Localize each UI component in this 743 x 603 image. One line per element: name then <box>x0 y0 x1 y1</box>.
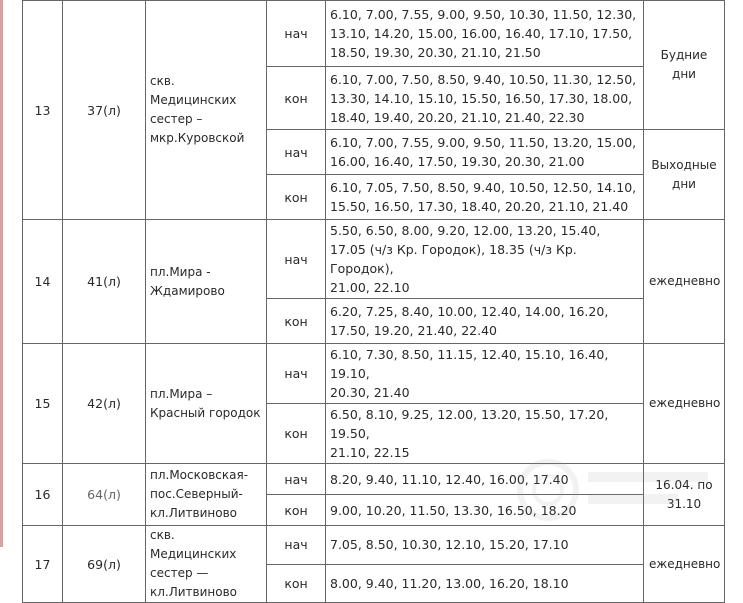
route-code-cell: 42(л) <box>63 344 146 464</box>
path-line: скв. Медицинских <box>150 528 237 561</box>
path-line: Красный городок <box>150 405 261 420</box>
days-line: ежедневно <box>649 556 721 571</box>
days-line: 16.04. по <box>655 477 713 492</box>
times-line: 17.50, 19.20, 21.40, 22.40 <box>330 323 497 338</box>
times-line: 6.20, 7.25, 8.40, 10.00, 12.40, 14.00, 16.20, <box>330 304 609 319</box>
times-line: 18.40, 19.40, 20.20, 21.10, 21.40, 22.30 <box>330 109 585 125</box>
days-line: дни <box>672 176 696 191</box>
times-cell <box>326 526 644 565</box>
direction-cell: нач <box>267 526 326 565</box>
days-cell <box>644 1 725 130</box>
route-code-cell: 69(л) <box>63 526 146 603</box>
times-line: 6.10, 7.00, 7.50, 8.50, 9.40, 10.50, 11.30, 12.50, <box>330 71 637 87</box>
times-cell <box>326 67 644 130</box>
times-line: 21.00, 22.10 <box>330 280 410 295</box>
path-line: пл.Мира - <box>150 264 211 279</box>
times-cell <box>326 130 644 175</box>
days-line: ежедневно <box>649 396 721 410</box>
route-number-cell: 17 <box>23 526 63 603</box>
times-cell <box>326 495 644 526</box>
days-cell <box>644 220 725 344</box>
times-line: 8.20, 9.40, 11.10, 12.40, 16.00, 17.40 <box>330 471 569 487</box>
path-line: кл.Литвиново <box>150 585 238 599</box>
route-path-cell <box>146 526 267 603</box>
route-number-cell: 15 <box>23 344 63 464</box>
path-line: пл.Московская- <box>150 468 249 482</box>
path-line: пос.Северный- <box>150 487 243 501</box>
route-path-cell <box>146 464 267 526</box>
direction-cell: нач <box>267 464 326 495</box>
days-line: Будние дни <box>660 48 708 81</box>
left-accent-line <box>0 0 3 547</box>
times-line: 6.10, 7.00, 7.55, 9.00, 9.50, 11.50, 13.20, 15.00, <box>330 135 637 150</box>
direction-cell: нач <box>267 130 326 175</box>
path-line: сестер — <box>150 566 209 580</box>
days-cell <box>644 464 725 526</box>
days-cell <box>644 344 725 464</box>
schedule-table <box>22 0 725 603</box>
direction-cell: кон <box>267 564 326 603</box>
route-number-cell: 14 <box>23 220 63 344</box>
route-path-cell <box>146 220 267 344</box>
direction-cell: нач <box>267 344 326 404</box>
times-cell <box>326 299 644 344</box>
times-line: 18.50, 19.30, 20.30, 21.10, 21.50 <box>330 45 541 60</box>
route-code-cell: 37(л) <box>63 1 146 220</box>
direction-cell: кон <box>267 404 326 464</box>
path-line: мкр.Куровской <box>150 131 245 145</box>
times-line: 7.05, 8.50, 10.30, 12.10, 15.20, 17.10 <box>330 537 569 553</box>
direction-cell: кон <box>267 495 326 526</box>
direction-cell: кон <box>267 175 326 220</box>
times-line: 16.00, 16.40, 17.50, 19.30, 20.30, 21.00 <box>330 154 585 169</box>
times-line: 6.50, 8.10, 9.25, 12.00, 13.20, 15.50, 17.20, 19.50, <box>330 407 609 441</box>
route-code-cell: 64(л) <box>63 464 146 526</box>
times-cell <box>326 1 644 67</box>
route-code-cell: 41(л) <box>63 220 146 344</box>
route-number-cell: 16 <box>23 464 63 526</box>
route-number-cell: 13 <box>23 1 63 220</box>
times-cell <box>326 220 644 299</box>
direction-cell: кон <box>267 67 326 130</box>
direction-cell: нач <box>267 1 326 67</box>
direction-cell: кон <box>267 299 326 344</box>
times-cell <box>326 175 644 220</box>
days-line: 31.10 <box>666 496 702 511</box>
path-line: скв. Медицинских <box>150 74 237 107</box>
times-line: 17.05 (ч/з Кр. Городок), 18.35 (ч/з Кр. Городок), <box>330 242 577 276</box>
times-cell <box>326 464 644 495</box>
times-line: 6.10, 7.00, 7.55, 9.00, 9.50, 10.30, 11.50, 12.30, <box>330 7 637 22</box>
path-line: пл.Мира – <box>150 386 213 401</box>
route-path-cell <box>146 344 267 464</box>
times-line: 9.00, 10.20, 11.50, 13.30, 16.50, 18.20 <box>330 502 577 518</box>
direction-cell: нач <box>267 220 326 299</box>
times-line: 13.10, 14.20, 15.00, 16.00, 16.40, 17.10, 17.50, <box>330 26 633 41</box>
times-cell <box>326 564 644 603</box>
times-line: 6.10, 7.30, 8.50, 11.15, 12.40, 15.10, 16.40, 19.10, <box>330 347 609 381</box>
times-line: 5.50, 6.50, 8.00, 9.20, 12.00, 13.20, 15.40, <box>330 223 601 238</box>
times-cell <box>326 404 644 464</box>
path-line: Ждамирово <box>150 283 225 298</box>
times-line: 8.00, 9.40, 11.20, 13.00, 16.20, 18.10 <box>330 575 569 591</box>
path-line: кл.Литвиново <box>150 506 238 520</box>
times-line: 13.30, 14.10, 15.10, 15.50, 16.50, 17.30, 18.00, <box>330 90 633 106</box>
route-path-cell <box>146 1 267 220</box>
days-line: Выходные <box>651 157 717 172</box>
days-cell <box>644 130 725 220</box>
path-line: сестер – <box>150 112 203 126</box>
times-cell <box>326 344 644 404</box>
times-line: 20.30, 21.40 <box>330 385 410 400</box>
days-line: ежедневно <box>649 274 721 288</box>
times-line: 21.10, 22.15 <box>330 445 410 460</box>
times-line: 6.10, 7.05, 7.50, 8.50, 9.40, 10.50, 12.50, 14.10, <box>330 180 637 195</box>
times-line: 15.50, 16.50, 17.30, 18.40, 20.20, 21.10, 21.40 <box>330 199 629 214</box>
days-cell <box>644 526 725 603</box>
